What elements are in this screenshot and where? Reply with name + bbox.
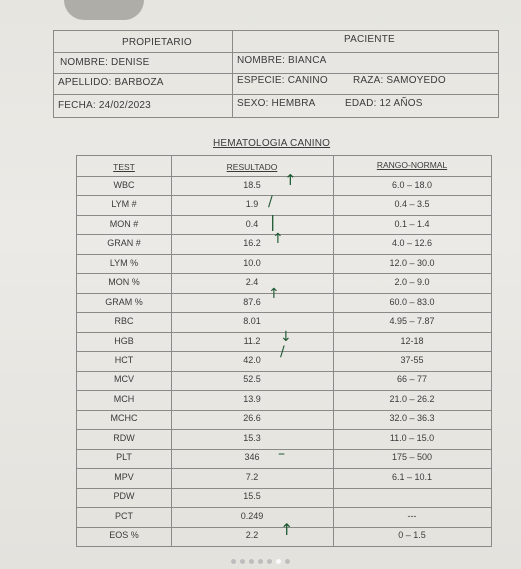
patient-name: NOMBRE: BIANCA (237, 55, 327, 66)
test-range: 11.0 – 15.0 (389, 432, 435, 443)
test-name: LYM % (109, 257, 139, 268)
col-header-test: TEST (113, 162, 135, 172)
report-date: FECHA: 24/02/2023 (58, 100, 151, 111)
owner-lastname: APELLIDO: BARBOZA (58, 77, 164, 88)
test-result: 7.2 (245, 471, 259, 482)
row-divider (77, 468, 491, 469)
test-name: MCV (114, 374, 134, 385)
test-name: LYM # (111, 199, 137, 210)
test-range: 175 – 500 (391, 452, 433, 463)
breed: RAZA: SAMOYEDO (353, 75, 446, 86)
test-result: 8.01 (243, 316, 261, 327)
age: EDAD: 12 AÑOS (345, 98, 423, 109)
test-name: HGB (114, 335, 134, 346)
test-name: PCT (115, 510, 133, 521)
test-range: 4.95 – 7.87 (389, 316, 435, 327)
test-result: 0.4 (245, 218, 259, 229)
test-result: 52.5 (243, 374, 261, 385)
test-name: PLT (116, 452, 132, 463)
row-divider (77, 254, 491, 255)
row-divider (77, 312, 491, 313)
test-name: WBC (113, 179, 135, 190)
test-result: 18.5 (243, 179, 261, 190)
test-range: 37-55 (400, 355, 424, 365)
test-range: 0.1 – 1.4 (394, 218, 430, 229)
test-result: 10.0 (243, 257, 261, 268)
test-range: --- (407, 510, 417, 521)
test-range: 6.1 – 10.1 (391, 471, 433, 482)
arrow-up-mark: ↑ (268, 286, 280, 302)
test-result: 15.3 (243, 432, 261, 443)
row-divider (77, 507, 491, 508)
test-range: 2.0 – 9.0 (394, 277, 430, 288)
row-divider (77, 410, 491, 411)
test-result: 87.6 (243, 296, 261, 307)
row-divider (77, 429, 491, 430)
carousel-dot[interactable] (285, 559, 290, 564)
test-name: MCH (113, 393, 135, 404)
carousel-indicator (0, 551, 521, 569)
clinic-logo (64, 0, 144, 20)
test-range: 60.0 – 83.0 (389, 296, 435, 307)
test-name: MON # (109, 218, 139, 229)
test-name: RDW (113, 432, 135, 443)
test-name: HCT (114, 355, 134, 365)
test-name: PDW (113, 491, 135, 502)
row-divider (77, 293, 491, 294)
test-name: MCHC (110, 413, 138, 424)
carousel-dot[interactable] (240, 559, 245, 564)
test-result: 1.9 (245, 199, 259, 210)
test-result: 13.9 (243, 393, 261, 404)
row-divider (77, 488, 491, 489)
patient-info-table (53, 30, 499, 118)
check-mark: / (268, 194, 273, 210)
test-range: 21.0 – 26.2 (389, 393, 435, 404)
test-name: MPV (114, 471, 134, 482)
owner-name: NOMBRE: DENISE (60, 57, 150, 68)
carousel-dot[interactable] (267, 559, 272, 564)
arrow-down-mark: ↓ (280, 329, 292, 345)
carousel-dot[interactable] (249, 559, 254, 564)
row-divider (77, 371, 491, 372)
test-range: 0 – 1.5 (398, 530, 426, 541)
test-result: 346 (244, 452, 260, 463)
report-title: HEMATOLOGIA CANINO (213, 138, 331, 149)
test-name: GRAM % (105, 296, 143, 307)
test-result: 2.4 (245, 277, 259, 288)
row-divider (77, 195, 491, 196)
test-range: 66 – 77 (396, 374, 428, 385)
test-range: 12-18 (400, 335, 424, 346)
sex: SEXO: HEMBRA (237, 98, 316, 109)
arrow-up-mark: ↑ (280, 520, 294, 539)
owner-section-label: PROPIETARIO (122, 37, 192, 48)
arrow-up-mark: ↑ (272, 231, 284, 247)
row-divider (77, 273, 491, 274)
test-range: 4.0 – 12.6 (391, 238, 433, 249)
carousel-dot[interactable] (231, 559, 236, 564)
carousel-dot[interactable] (276, 559, 281, 564)
arrow-up-mark: ↑ (284, 171, 297, 189)
patient-section-label: PACIENTE (344, 34, 395, 45)
test-name: GRAN # (107, 238, 141, 249)
row-divider (77, 234, 491, 235)
test-result: 15.5 (243, 491, 261, 502)
dash-mark: – (278, 446, 285, 462)
col-header-result: RESULTADO (226, 162, 278, 172)
test-name: EOS % (109, 530, 139, 541)
col-header-range: RANGO-NORMAL (376, 160, 448, 170)
check-mark: | (270, 212, 276, 231)
carousel-dot[interactable] (258, 559, 263, 564)
test-range: 12.0 – 30.0 (389, 257, 435, 268)
test-result: 0.249 (240, 510, 264, 521)
test-name: MON % (108, 277, 140, 288)
test-range: 6.0 – 18.0 (391, 179, 433, 190)
test-result: 26.6 (243, 413, 261, 424)
test-result: 11.2 (243, 335, 261, 346)
species: ESPECIE: CANINO (237, 75, 328, 86)
test-result: 42.0 (243, 355, 261, 365)
test-result: 16.2 (243, 238, 261, 249)
row-divider (77, 215, 491, 216)
test-result: 2.2 (245, 530, 259, 541)
test-range: 32.0 – 36.3 (389, 413, 435, 424)
test-range: 0.4 – 3.5 (394, 199, 430, 210)
check-mark: / (280, 344, 285, 360)
row-divider (77, 390, 491, 391)
test-name: RBC (114, 316, 134, 327)
